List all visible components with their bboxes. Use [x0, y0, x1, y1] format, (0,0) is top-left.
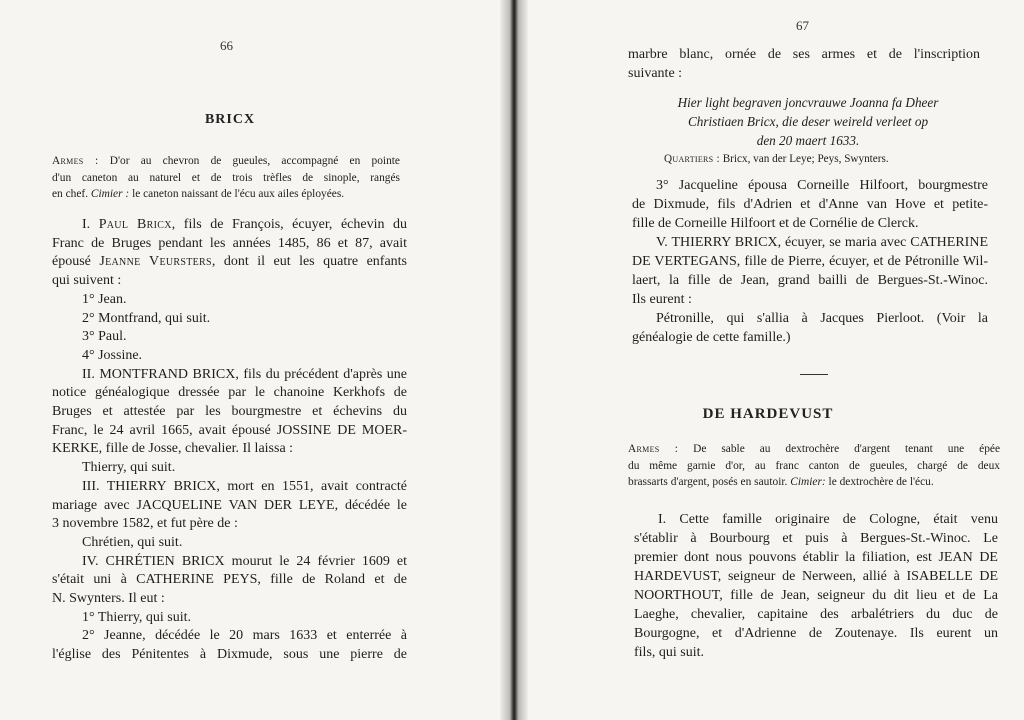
cimier-label: Cimier : [90, 188, 130, 200]
child-item: 3° Paul. [82, 329, 127, 345]
right-page [528, 0, 1024, 720]
section-divider [800, 374, 828, 375]
text-line: II. MONTFRAND BRICX, fils du précédent d'après une [82, 366, 407, 382]
arms-line: Armes : De sable au dextrochère d'argent tenant une épée [628, 443, 1000, 455]
cimier-label: Cimier: [790, 476, 826, 488]
bricx-genealogy-text [52, 216, 407, 665]
child-item: 1° Thierry, qui suit. [82, 609, 192, 625]
text-line: premier dont nous pouvons établir la filiation, est JEAN DE [634, 550, 998, 565]
text-line: DE VERTEGANS, fille de Pierre, écuyer, et de Pétronille Wil- [632, 254, 988, 269]
arms-line: brassarts d'argent, posés en sautoir. Cimier: le dextrochère de l'écu. [628, 476, 934, 488]
book-gutter [500, 0, 528, 720]
text-line: N. Swynters. Il eut : [52, 591, 165, 607]
arms-line: en chef. Cimier : le caneton naissant de l'écu aux ailes éployées. [52, 188, 345, 200]
epitaph-line: Hier light begraven joncvrauwe Joanna fa Dheer [677, 95, 939, 110]
arms-description-de-hardevust [628, 441, 1000, 491]
hardevust-genealogy-text [634, 510, 998, 662]
text-line: HARDEVUST, seigneur de Nerween, allié à ISABELLE DE [634, 569, 998, 584]
text-line: Bourgogne, et d'Adrienne de Zoutenaye. Ils eurent un [634, 626, 998, 641]
arms-label: Armes : [52, 155, 99, 167]
arms-line: Armes : D'or au chevron de gueules, accompagné en pointe [52, 155, 400, 167]
quarters-line [664, 153, 889, 165]
text-line: Bruges et attestée par les bourgmestre et échevins du [52, 404, 407, 420]
text-line: I. Paul Bricx, fils de François, écuyer, échevin du [82, 217, 407, 232]
arms-description-bricx [52, 153, 400, 203]
text-line: fille de Corneille Hilfoort et de Cornélie de Clerck. [632, 216, 919, 231]
text-line: s'établir à Bourbourg et puis à Bergues-St.-Winoc. Le [634, 531, 998, 546]
text-line: laert, la fille de Jean, grand bailli de Bergues-St.-Winoc. [632, 273, 988, 288]
text-line: qui suivent : [52, 273, 122, 289]
epitaph-line: den 20 maert 1633. [756, 133, 860, 148]
family-title-de-hardevust: DE HARDEVUST [702, 406, 834, 422]
text-line: de Dixmude, fils d'Adrien et d'Anne van Hove et petite- [632, 197, 988, 212]
left-page [0, 0, 500, 720]
text-line: Laeghe, chevalier, capitaine des arbalétriers du duc de [634, 607, 998, 622]
text-line: notice généalogique dressée par le chanoine Kerkhofs de [52, 385, 407, 401]
text-line: KERKE, fille de Josse, chevalier. Il laissa : [52, 441, 294, 457]
child-item: 4° Jossine. [82, 347, 143, 363]
text-line: I. Cette famille originaire de Cologne, était venu [658, 512, 998, 527]
page-number-right: 67 [796, 18, 809, 33]
child-item: 2° Jeanne, décédée le 20 mars 1633 et enterrée à [82, 628, 407, 644]
text-line: fils, qui suit. [634, 645, 705, 660]
text-line: IV. CHRÉTIEN BRICX mourut le 24 février 1609 et [82, 553, 407, 569]
text-line: épousé Jeanne Veursters, dont il eut les quatre enfants [52, 254, 407, 270]
text-line: V. THIERRY BRICX, écuyer, se maria avec CATHERINE [656, 235, 988, 250]
text-line: mariage avec JACQUELINE VAN DER LEYE, décédée le [52, 497, 407, 513]
child-item: 1° Jean. [82, 291, 127, 307]
child-item: 2° Montfrand, qui suit. [82, 310, 211, 326]
text-line: suivante : [628, 66, 683, 81]
text-line: NOORTHOUT, fille de Jean, seigneur du dit lieu et de La [634, 588, 998, 603]
quarters-label: Quartiers : [664, 153, 720, 165]
child-item: Thierry, qui suit. [82, 460, 176, 476]
text-line: Franc de Bruges pendant les années 1485, 86 et 87, avait [52, 235, 407, 251]
text-line: l'église des Pénitentes à Dixmude, sous une pierre de [52, 647, 407, 663]
bricx-continuation-text [632, 176, 988, 347]
arms-line: d'un caneton au naturel et de trois trèfles de sinople, rangés [52, 171, 400, 184]
child-item: 3° Jacqueline épousa Corneille Hilfoort, bourgmestre [656, 178, 988, 193]
continuation-text [628, 45, 980, 83]
quarters-text: Bricx, van der Leye; Peys, Swynters. [722, 153, 889, 165]
text-line: généalogie de cette famille.) [632, 330, 791, 345]
text-line: marbre blanc, ornée de ses armes et de l'inscription [628, 47, 980, 62]
child-item: Chrétien, qui suit. [82, 534, 183, 550]
arms-line: du même garnie d'or, au franc canton de gueules, chargé de deux [628, 459, 1000, 472]
epitaph-line: Christiaen Bricx, die deser weireld verleet op [687, 114, 929, 129]
text-line: s'était uni à CATHERINE PEYS, fille de Roland et de [52, 572, 407, 588]
child-item: Pétronille, qui s'allia à Jacques Pierloot. (Voir la [656, 311, 988, 326]
text-line: Franc, le 24 avril 1665, avait épousé JOSSINE DE MOER- [52, 422, 407, 438]
family-title-bricx: BRICX [204, 112, 256, 127]
epitaph-inscription [658, 93, 958, 150]
text-line: 3 novembre 1582, et fut père de : [52, 516, 238, 532]
text-line: III. THIERRY BRICX, mort en 1551, avait contracté [82, 478, 407, 494]
text-line: Ils eurent : [632, 292, 692, 307]
arms-label: Armes : [628, 443, 679, 455]
page-number-left: 66 [220, 38, 233, 53]
